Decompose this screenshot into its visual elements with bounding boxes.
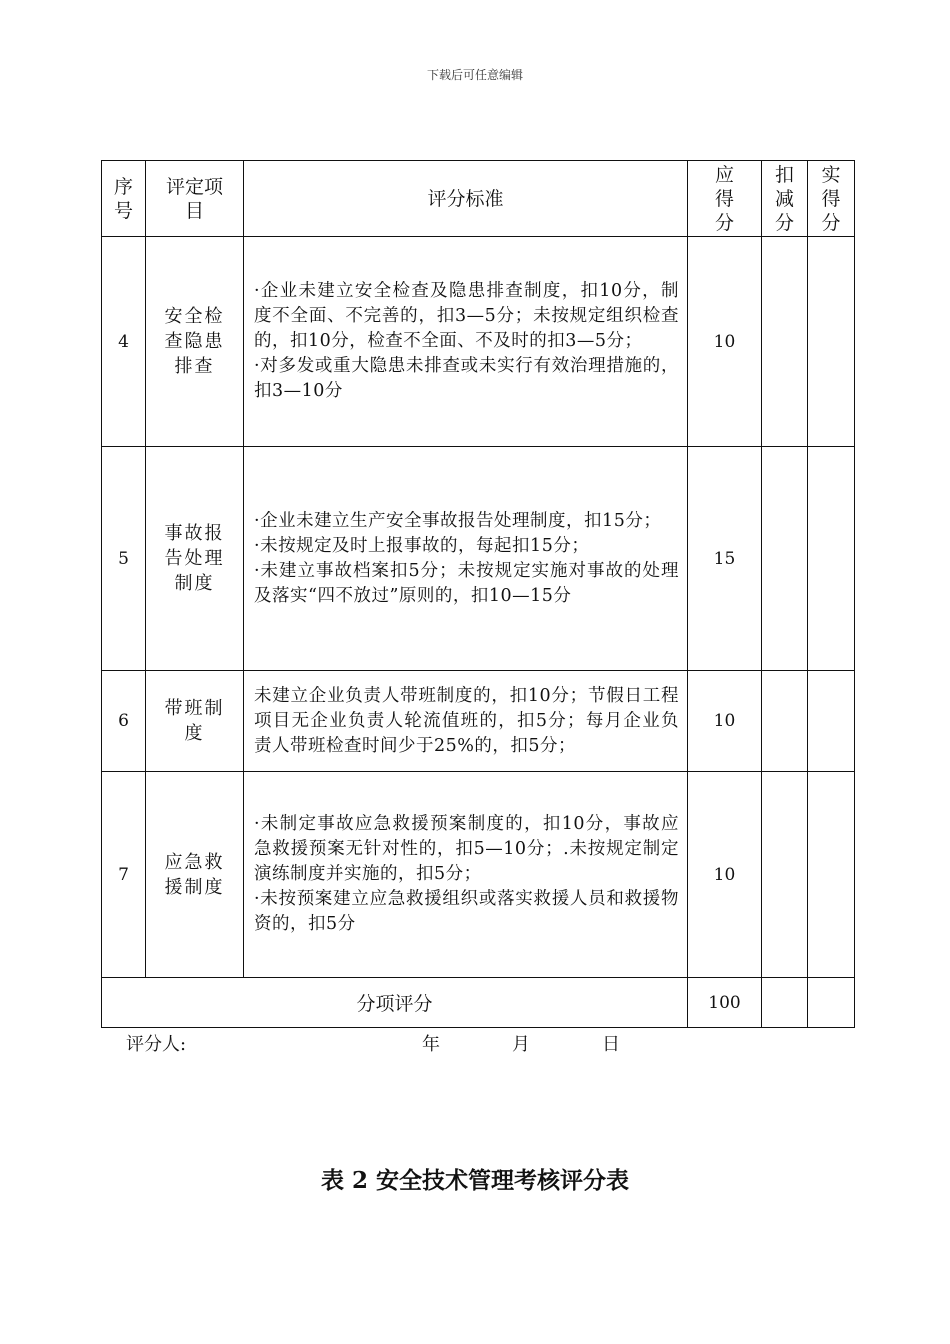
table-row: [102, 772, 855, 978]
criteria-line: ·未按预案建立应急救援组织或落实救援人员和救援物资的，扣5分: [254, 889, 679, 934]
table-row: [102, 671, 855, 772]
rater-label: 评分人:: [126, 1034, 187, 1055]
criteria-line: ·对多发或重大隐患未排查或未实行有效治理措施的，扣3—10分: [254, 356, 679, 401]
table-row: [102, 237, 855, 447]
row-deduct-score[interactable]: [762, 447, 808, 671]
criteria-line: ·未建立事故档案扣5分；未按规定实施对事故的处理及落实“四不放过”原则的，扣10—15分: [254, 560, 679, 606]
total-deduct-score[interactable]: [762, 978, 808, 1028]
total-label: 分项评分: [102, 978, 688, 1028]
row-criteria: [244, 671, 688, 772]
row-seq: 6: [102, 671, 146, 772]
row-deduct-score[interactable]: [762, 671, 808, 772]
row-should-score: 10: [688, 237, 762, 447]
total-actual-score[interactable]: [808, 978, 855, 1028]
row-actual-score[interactable]: [808, 671, 855, 772]
row-actual-score[interactable]: [808, 447, 855, 671]
row-criteria: [244, 772, 688, 978]
criteria-line: ·未按规定及时上报事故的，每起扣15分；: [254, 535, 590, 556]
header-criteria: 评分标准: [244, 161, 688, 237]
criteria-line: ·企业未建立安全检查及隐患排查制度，扣10分，制度不全面、不完善的，扣3—5分；未按规定组织检查的，扣10分，检查不全面、不及时的扣3—5分；: [254, 281, 679, 351]
row-actual-score[interactable]: [808, 237, 855, 447]
row-seq: 7: [102, 772, 146, 978]
total-row: [102, 978, 855, 1028]
header-deduct-score: 扣减分: [762, 161, 808, 237]
row-seq: 4: [102, 237, 146, 447]
header-should-score: 应得分: [688, 161, 762, 237]
row-deduct-score[interactable]: [762, 772, 808, 978]
section-title: 表 2 安全技术管理考核评分表: [320, 1167, 630, 1194]
header-item: 评定项目: [146, 161, 244, 237]
header-actual-score: 实得分: [808, 161, 855, 237]
rater-signature-line: [126, 1030, 686, 1056]
total-should-score: 100: [688, 978, 762, 1028]
row-item: 带班制度: [146, 671, 244, 772]
row-should-score: 10: [688, 772, 762, 978]
criteria-line: 未建立企业负责人带班制度的，扣10分；节假日工程项目无企业负责人轮流值班的，扣5分；每月企业负责人带班检查时间少于25%的，扣5分；: [254, 685, 679, 756]
header-seq: 序号: [102, 161, 146, 237]
row-item: 安全检查隐患排查: [146, 237, 244, 447]
row-seq: 5: [102, 447, 146, 671]
table-row: [102, 447, 855, 671]
criteria-line: ·未制定事故应急救援预案制度的，扣10分，事故应急救援预案无针对性的，扣5—10分；.未按规定制定演练制度并实施的，扣5分；: [254, 814, 679, 884]
row-criteria: [244, 447, 688, 671]
criteria-line: ·企业未建立生产安全事故报告处理制度，扣15分；: [254, 510, 662, 531]
row-criteria: [244, 237, 688, 447]
month-label: 月: [512, 1034, 530, 1055]
row-item: 应急救援制度: [146, 772, 244, 978]
row-actual-score[interactable]: [808, 772, 855, 978]
year-label: 年: [422, 1034, 440, 1055]
header-note: 下载后可任意编辑: [426, 68, 523, 82]
row-should-score: 15: [688, 447, 762, 671]
row-item: 事故报告处理制度: [146, 447, 244, 671]
row-deduct-score[interactable]: [762, 237, 808, 447]
table-header-row: [102, 161, 855, 237]
row-should-score: 10: [688, 671, 762, 772]
day-label: 日: [602, 1034, 620, 1055]
scoring-table: [101, 160, 855, 1028]
